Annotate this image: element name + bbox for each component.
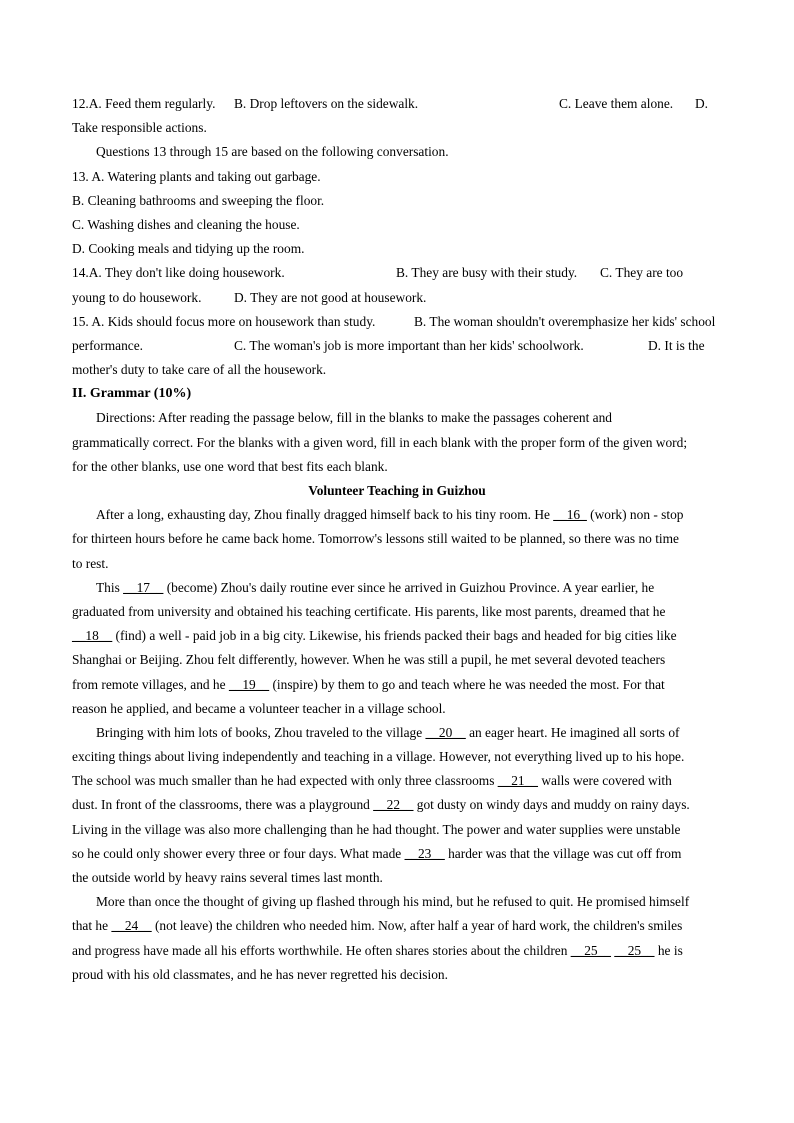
q14-line-1 — [72, 261, 722, 285]
p1-line-3: to rest. — [72, 555, 109, 571]
directions-line-3: for the other blanks, use one word that best fits each blank. — [72, 458, 388, 474]
q12-option-d-prefix: D. — [695, 96, 709, 111]
blank-17[interactable]: __17__ — [123, 579, 164, 595]
p4-line-4: proud with his old classmates, and he has never regretted his decision. — [72, 966, 448, 982]
q14-option-b: B. They are busy with their study. — [396, 265, 578, 281]
q13-option-d: D. Cooking meals and tidying up the room. — [72, 241, 305, 257]
p2-text-3b: (find) a well - paid job in a big city. Likewise, his friends packed their bags and headed for big cities like — [115, 628, 677, 644]
p3-line-5: Living in the village was also more challenging than he had thought. The power and water supplies were unstable — [72, 821, 681, 837]
directions-line-2: grammatically correct. For the blanks with a given word, fill in each blank with the proper form of the given word; — [72, 434, 688, 450]
q15-option-b-end: performance. — [72, 337, 144, 353]
p1-text-1b: (work) non - stop — [590, 507, 684, 523]
q14-option-d: D. They are not good at housework. — [234, 289, 427, 305]
p2-line-6: reason he applied, and became a volunteer teacher in a village school. — [72, 700, 446, 716]
p2-line-2: graduated from university and obtained his teaching certificate. His parents, like most parents, dreamed that he — [72, 603, 666, 619]
p4-line-3 — [72, 939, 722, 963]
q13-option-b: B. Cleaning bathrooms and sweeping the floor. — [72, 192, 325, 208]
p3-line-7: the outside world by heavy rains several times last month. — [72, 870, 383, 885]
blank-21[interactable]: __21__ — [497, 773, 538, 789]
q14-option-c-end: young to do housework. — [72, 289, 202, 305]
q15-option-b-start: B. The woman shouldn't overemphasize her kids' school — [414, 313, 716, 329]
p2-text-5b: (inspire) by them to go and teach where he was needed the most. For that — [272, 676, 665, 692]
blank-19[interactable]: __19__ — [228, 676, 270, 692]
q12-line-2 — [72, 116, 722, 140]
p1-line-2: for thirteen hours before he came back home. Tomorrow's lessons still waited to be planned, so there was no time — [72, 531, 679, 547]
p3-text-3a: The school was much smaller than he had expected with only three classrooms — [72, 773, 495, 789]
p1-text-1a: After a long, exhausting day, Zhou finally dragged himself back to his tiny room. He — [96, 507, 550, 523]
p3-text-6a: so he could only shower every three or four days. What made — [72, 845, 402, 861]
p2-text-1b: (become) Zhou's daily routine ever since he arrived in Guizhou Province. A year earlier, he — [166, 579, 655, 595]
q12-option-d-text: Take responsible actions. — [72, 120, 207, 136]
p2-text-1a: This — [96, 579, 120, 595]
p4-line-2 — [72, 914, 722, 938]
p4-text-3a: and progress have made all his efforts worthwhile. He often shares stories about the children — [72, 942, 568, 958]
blank-23[interactable]: __23__ — [404, 845, 445, 861]
p2-line-4: Shanghai or Beijing. Zhou felt differently, however. When he was still a pupil, he met several devoted teachers — [72, 652, 666, 668]
blank-22[interactable]: __22__ — [373, 797, 414, 813]
p2-line-5 — [72, 673, 722, 697]
p2-line-3 — [72, 624, 722, 648]
passage-title: Volunteer Teaching in Guizhou — [308, 483, 486, 498]
q12-line-1 — [72, 92, 722, 116]
p2-line-1 — [72, 576, 722, 600]
q15-line-2 — [72, 334, 722, 358]
q15-option-d-end: mother's duty to take care of all the housework. — [72, 362, 327, 378]
q15-line-3 — [72, 358, 722, 382]
q14-option-a: 14.A. They don't like doing housework. — [72, 265, 285, 281]
p3-line-4 — [72, 793, 722, 817]
q12-option-a: 12.A. Feed them regularly. — [72, 96, 216, 111]
q15-line-1 — [72, 310, 722, 334]
blank-18[interactable]: __18__ — [72, 628, 113, 644]
q14-line-2 — [72, 286, 722, 310]
p2-text-5a: from remote villages, and he — [72, 676, 226, 692]
blank-25-first[interactable]: __25__ — [570, 942, 611, 958]
q13-option-c: C. Washing dishes and cleaning the house. — [72, 216, 300, 232]
q12-option-b: B. Drop leftovers on the sidewalk. — [234, 96, 419, 111]
p3-text-1a: Bringing with him lots of books, Zhou traveled to the village — [96, 724, 423, 740]
p3-line-6 — [72, 842, 722, 866]
q15-option-a: 15. A. Kids should focus more on housework than study. — [72, 313, 376, 329]
blank-24[interactable]: __24__ — [111, 918, 152, 934]
p3-text-4a: dust. In front of the classrooms, there was a playground — [72, 797, 370, 813]
q15-option-c: C. The woman's job is more important than her kids' schoolwork. — [234, 337, 584, 353]
grammar-heading: II. Grammar (10%) — [72, 386, 192, 402]
p1-line-1 — [72, 503, 722, 527]
directions-line-1 — [72, 406, 722, 430]
p3-line-3 — [72, 769, 722, 793]
q13-15-intro: Questions 13 through 15 are based on the following conversation. — [96, 144, 449, 160]
q12-option-c: C. Leave them alone. — [559, 96, 674, 111]
p4-text-2b: (not leave) the children who needed him. Now, after half a year of hard work, the children's smiles — [154, 918, 683, 934]
p3-text-6b: harder was that the village was cut off from — [448, 845, 682, 861]
p4-text-3b: he is — [657, 942, 683, 958]
blank-16[interactable]: __16_ — [553, 507, 587, 523]
p3-text-3b: walls were covered with — [541, 773, 672, 789]
exam-page — [72, 92, 722, 987]
p3-line-2: exciting things about living independently and teaching in a village. However, not everything lived up to his hope. — [72, 749, 685, 765]
p3-text-4b: got dusty on windy days and muddy on rainy days. — [416, 797, 690, 813]
p3-line-1 — [72, 721, 722, 745]
q14-option-c-start: C. They are too — [600, 265, 684, 281]
q13-option-a: 13. A. Watering plants and taking out garbage. — [72, 168, 321, 184]
directions-text-1: Directions: After reading the passage below, fill in the blanks to make the passages coherent and — [96, 410, 612, 426]
p4-line-1: More than once the thought of giving up flashed through his mind, but he refused to quit. He promised himself — [96, 894, 690, 910]
q15-option-d-start: D. It is the — [648, 337, 705, 353]
p4-text-2a: that he — [72, 918, 109, 934]
blank-25-second[interactable]: __25__ — [614, 942, 655, 958]
blank-20[interactable]: __20__ — [425, 724, 466, 740]
p3-text-1b: an eager heart. He imagined all sorts of — [469, 724, 680, 740]
